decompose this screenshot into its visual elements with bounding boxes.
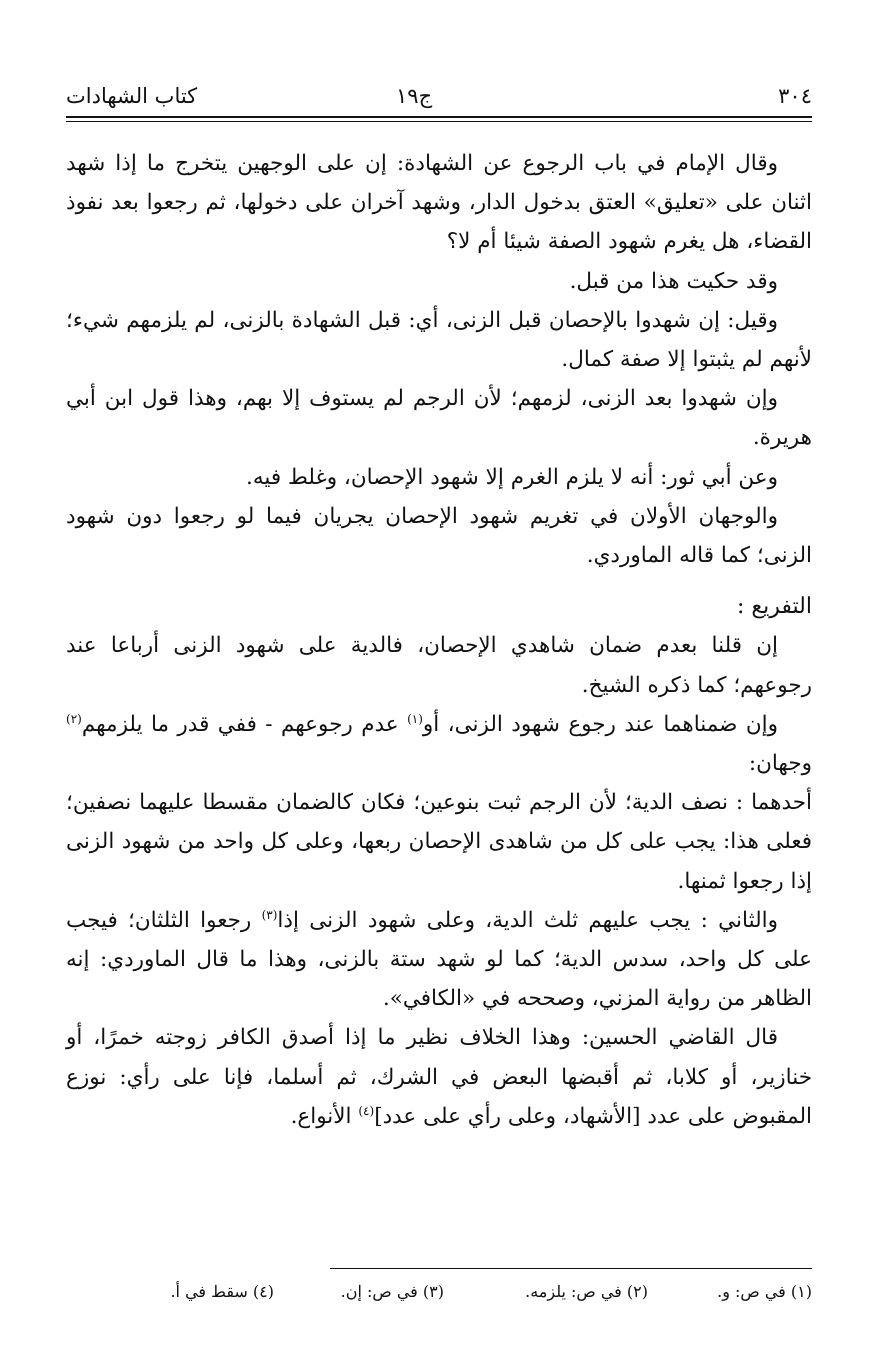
footnote: (٣) في ص: إن. (340, 1282, 444, 1301)
paragraph: وقال الإمام في باب الرجوع عن الشهادة: إن على الوجهين يتخرج ما إذا شهد اثنان على «تعليق» العتق بدخول الدار، وشهد آخران على دخولها، ثم رجعوا بعد نفوذ القضاء، هل يغرم شهود الصفة شيئا أم لا؟ (66, 151, 812, 255)
paragraph: أحدهما : نصف الدية؛ لأن الرجم ثبت بنوعين؛ فكان كالضمان مقسطا عليهما نصفين؛ فعلى هذا: يجب على كل من شاهدى الإحصان ربعها، وعلى كل واحد من شهود الزنى إذا رجعوا ثمنها. (66, 790, 812, 894)
text-run: قال القاضي الحسين: وهذا الخلاف نظير ما إذا أصدق الكافر زوجته خمرًا، أو خنازير، أو كلابا، ثم أقبضها البعض في الشرك، ثم أسلما، فإنا على رأي: نوزع المقبوض على عدد [الأشهاد، وعلى رأي على عدد] (66, 1025, 812, 1129)
paragraph: وقد حكيت هذا من قبل. (569, 268, 778, 294)
paragraph: وإن شهدوا بعد الزنى، لزمهم؛ لأن الرجم لم يستوف إلا بهم، وهذا قول ابن أبي هريرة. (66, 386, 812, 451)
text-run: رجعوا الثلثان؛ فيجب على كل واحد، سدس الدية؛ كما لو شهد ستة بالزنى، وهذا ما قال الماوردي: إنه الظاهر من رواية المزني، وصححه في «الكافي». (66, 907, 812, 1012)
text-run: والثاني : يجب عليهم ثلث الدية، وعلى شهود الزنى إذا (277, 907, 778, 933)
paragraph: إن قلنا بعدم ضمان شاهدي الإحصان، فالدية على شهود الزنى أرباعا عند رجوعهم؛ كما ذكره الشيخ. (66, 633, 812, 698)
volume-label: ج١٩ (396, 84, 433, 108)
paragraph (66, 901, 812, 1019)
text-run: الأنواع. (290, 1103, 359, 1129)
book-page (66, 0, 812, 1368)
footnote: (٤) سقط في أ. (170, 1282, 274, 1301)
section-heading: التفريع : (737, 594, 812, 620)
paragraph (66, 705, 812, 783)
text-run: وإن ضمناهما عند رجوع شهود الزنى، أو (422, 711, 778, 737)
page-number: ٣٠٤ (778, 84, 812, 108)
header-rule-thick (66, 116, 812, 118)
footnote-ref: (٢) (66, 711, 82, 726)
paragraph: وعن أبي ثور: أنه لا يلزم الغرم إلا شهود الإحصان، وغلط فيه. (245, 464, 778, 490)
page-header (66, 84, 812, 114)
footnote-rule (330, 1268, 812, 1269)
footnote-ref: (٣) (261, 907, 278, 922)
book-title: كتاب الشهادات (66, 84, 198, 108)
text-run: عدم رجوعهم - ففي قدر ما يلزمهم (81, 711, 408, 737)
footnote-ref: (١) (407, 711, 423, 726)
footnotes (66, 1282, 812, 1306)
paragraph: والوجهان الأولان في تغريم شهود الإحصان يجريان فيما لو رجعوا دون شهود الزنى؛ كما قاله الماوردي. (66, 503, 812, 569)
paragraph (66, 1018, 812, 1136)
main-text (66, 144, 812, 1136)
footnote-ref: (٤) (358, 1103, 375, 1118)
paragraph: وقيل: إن شهدوا بالإحصان قبل الزنى، أي: قبل الشهادة بالزنى، لم يلزمهم شيء؛ لأنهم لم يثبتوا إلا صفة كمال. (66, 307, 812, 373)
text-run: وجهان: (748, 751, 812, 777)
footnote: (٢) في ص: يلزمه. (525, 1282, 648, 1301)
header-rule-thin (66, 121, 812, 122)
footnote: (١) في ص: و. (717, 1282, 812, 1301)
